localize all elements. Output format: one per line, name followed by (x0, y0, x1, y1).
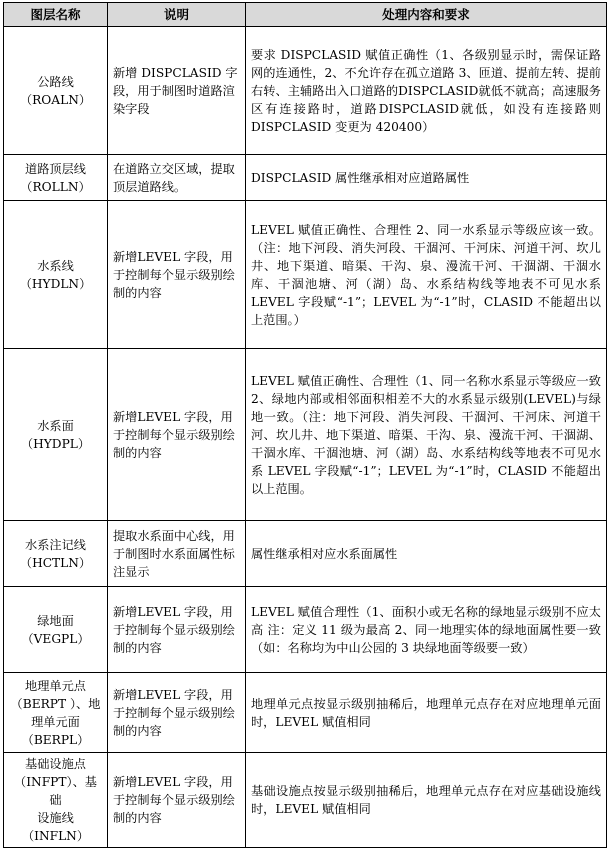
layer-name-cell (4, 155, 108, 201)
description-cell: 新增LEVEL 字段，用于控制每个显示级别绘制的内容 (108, 673, 246, 753)
layer-name-line: 理单元面 (31, 714, 80, 729)
requirement-cell: LEVEL 赋值正确性、合理性 2、同一水系显示等级应该一致。（注：地下河段、消失河段、干涸河、干河床、河道干河、坎儿井、地下渠道、暗渠、干沟、泉、漫流干河、干涸湖、干涸水库、干涸池塘、河（湖）岛、水系结构线等地表不可见水系 LEVEL 字段赋“-1”；LEVEL 为“-1”时，CLASID 不能超出以上范围。） (246, 201, 607, 349)
layer-code-line: （HYDPL） (20, 436, 91, 451)
description-cell: 新增LEVEL 字段，用于控制每个显示级别绘制的内容 (108, 201, 246, 349)
layer-name-line: 基础设施点 (25, 757, 86, 771)
layer-code-line: （ROALN） (19, 92, 92, 107)
layer-name-line: 道路顶层线 (25, 161, 86, 176)
layer-name-line: 地理单元点 (25, 678, 86, 693)
table-row (4, 349, 607, 521)
description-cell: 新增LEVEL 字段，用于控制每个显示级别绘制的内容 (108, 587, 246, 673)
layer-name-line: 设施线 (37, 811, 74, 825)
table-row (4, 521, 607, 587)
layer-code-line: （ROLLN） (20, 179, 91, 194)
layer-code-line: （VEGPL） (21, 631, 90, 646)
table-row (4, 27, 607, 155)
layer-name-line: （BERPT ）、地 (10, 696, 101, 711)
description-cell: 新增 DISPCLASID 字段，用于制图时道路渲染字段 (108, 27, 246, 155)
requirement-cell: 基础设施点按显示级别抽稀后，地理单元点存在对应基础设施线时，LEVEL 赋值相同 (246, 753, 607, 848)
layer-name-line: 公路线 (37, 74, 74, 89)
layer-name-line: 水系注记线 (25, 537, 86, 552)
header-requirements: 处理内容和要求 (246, 3, 607, 27)
layer-name-line: 水系线 (37, 258, 74, 273)
layer-name-cell (4, 349, 108, 521)
layer-name-line: 绿地面 (37, 613, 74, 628)
requirement-cell: 地理单元点按显示级别抽稀后，地理单元点存在对应地理单元面时，LEVEL 赋值相同 (246, 673, 607, 753)
table-header-row (4, 3, 607, 27)
header-description: 说明 (108, 3, 246, 27)
requirement-cell: LEVEL 赋值正确性、合理性（1、同一名称水系显示等级应一致 2、绿地内部或相邻面积相差不大的水系显示级别(LEVEL)与绿地一致。（注：地下河段、消失河段、干涸河、干河床、河道干河、坎儿井、地下渠道、暗渠、干沟、泉、漫流干河、干涸湖、干涸水库、干涸池塘、河（湖）岛、水系结构线等地表不可见水系 LEVEL 字段赋“-1”；LEVEL 为“-1”时，CLASID 不能超出以上范围。 (246, 349, 607, 521)
description-cell: 新增LEVEL 字段，用于控制每个显示级别绘制的内容 (108, 349, 246, 521)
requirement-cell: LEVEL 赋值合理性（1、面积小或无名称的绿地显示级别不应太高 注：定义 11 级为最高 2、同一地理实体的绿地面属性要一致（如：名称均为中山公园的 3 块绿地面等级要一致） (246, 587, 607, 673)
description-cell: 新增LEVEL 字段，用于控制每个显示级别绘制的内容 (108, 753, 246, 848)
layer-name-cell (4, 201, 108, 349)
layer-name-cell (4, 673, 108, 753)
requirement-cell: 要求 DISPCLASID 赋值正确性（1、各级别显示时，需保证路网的连通性，2、不允许存在孤立道路 3、匝道、提前左转、提前右转、主辅路出入口道路的DISPCLASID就低不就高；高速服务区有连接路时，道路DISPCLASID就低，如没有连接路则 DISPCLASID 变更为 420400） (246, 27, 607, 155)
table-row (4, 587, 607, 673)
table-row (4, 753, 607, 848)
layer-code-line: （HYDLN） (19, 276, 92, 291)
layer-name-line: （INFPT）、基础 (14, 775, 97, 807)
layer-code-line: （HCTLN） (19, 555, 92, 570)
layer-code-line: （BERPL） (21, 732, 90, 747)
description-cell: 提取水系面中心线，用于制图时水系面属性标注显示 (108, 521, 246, 587)
layer-code-line: （INFLN） (21, 829, 90, 843)
header-layer-name: 图层名称 (4, 3, 108, 27)
layer-name-line: 水系面 (37, 418, 74, 433)
table-row (4, 201, 607, 349)
layer-name-cell (4, 521, 108, 587)
requirement-cell: 属性继承相对应水系面属性 (246, 521, 607, 587)
table-row (4, 155, 607, 201)
layer-name-cell (4, 27, 108, 155)
requirement-cell: DISPCLASID 属性继承相对应道路属性 (246, 155, 607, 201)
description-cell: 在道路立交区域，提取顶层道路线。 (108, 155, 246, 201)
layer-name-cell (4, 587, 108, 673)
layer-name-cell (4, 753, 108, 848)
layer-table (3, 2, 607, 848)
table-row (4, 673, 607, 753)
